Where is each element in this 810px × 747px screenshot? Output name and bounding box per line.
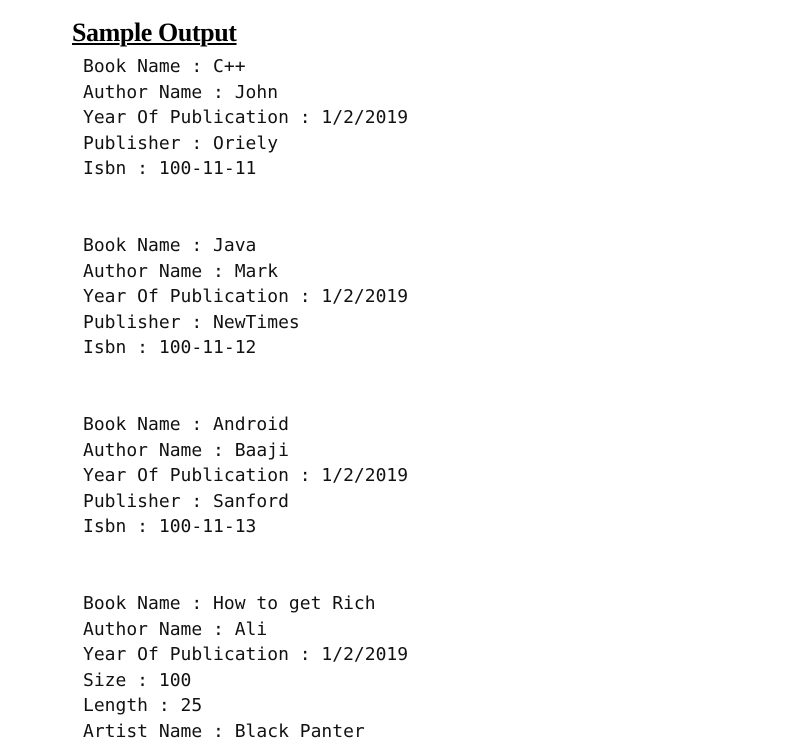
author-name-line: Author Name : Mark [83,260,279,282]
year-of-publication-line: Year Of Publication : 1/2/2019 [83,465,409,487]
length-line: Length : 25 [83,695,203,717]
publisher-line: Publisher : Oriely [83,132,279,154]
isbn-line: Isbn : 100-11-11 [83,158,257,180]
book-name-line: Book Name : How to get Rich [83,592,376,614]
author-name-line: Author Name : John [83,81,279,103]
publisher-line: Publisher : Sanford [83,490,289,512]
book-record-java [83,233,408,361]
isbn-line: Isbn : 100-11-13 [83,516,257,538]
isbn-line: Isbn : 100-11-12 [83,337,257,359]
size-line: Size : 100 [83,669,192,691]
author-name-line: Author Name : Ali [83,618,268,640]
year-of-publication-line: Year Of Publication : 1/2/2019 [83,286,409,308]
book-name-line: Book Name : C++ [83,56,246,77]
sample-output-block [83,54,408,744]
artist-name-line: Artist Name : Black Panter [83,720,365,742]
book-record-android [83,412,408,540]
year-of-publication-line: Year Of Publication : 1/2/2019 [83,107,409,129]
book-name-line: Book Name : Android [83,413,289,435]
author-name-line: Author Name : Baaji [83,439,289,461]
page-title: Sample Output [72,18,237,47]
publisher-line: Publisher : NewTimes [83,311,300,333]
book-name-line: Book Name : Java [83,234,257,256]
book-record-cpp [83,54,408,182]
year-of-publication-line: Year Of Publication : 1/2/2019 [83,644,409,666]
audio-record-how-to-get-rich [83,591,408,745]
